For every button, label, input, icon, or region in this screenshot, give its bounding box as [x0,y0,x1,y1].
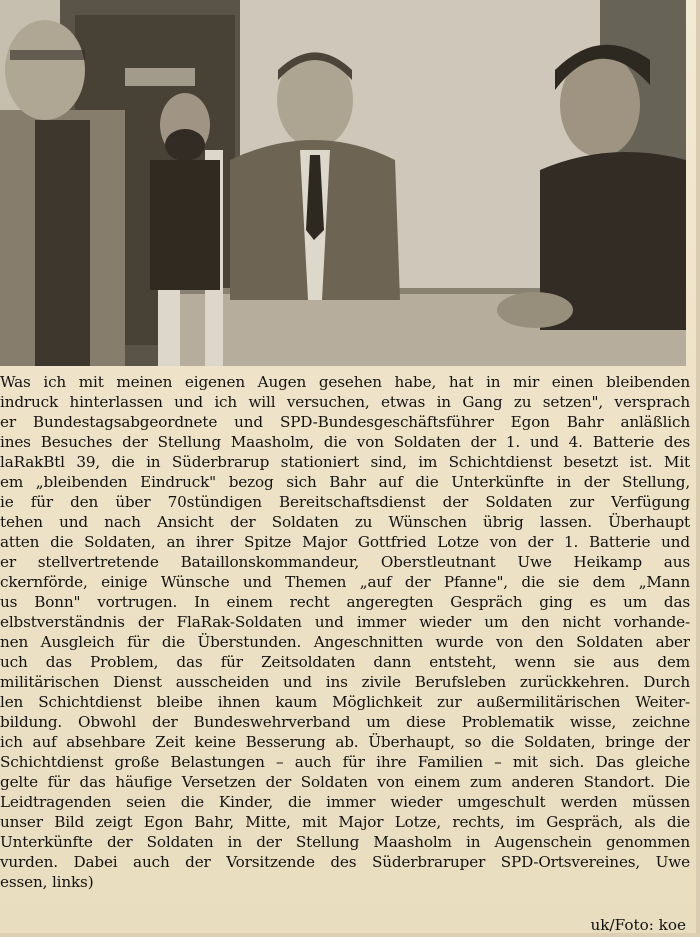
article-line: nen Ausgleich für die Überstunden. Angeschnitten wurde von den Soldaten aber [0,633,690,651]
article-line: uch das Problem, das für Zeitsoldaten dann entsteht, wenn sie aus dem [0,653,690,671]
article-line: ckernförde, einige Wünsche und Themen „auf der Pfanne", die sie dem „Mann [0,573,690,591]
article-line: elbstverständnis der FlaRak-Soldaten und immer wieder um den nicht vorhande- [0,613,690,631]
article-line-last: essen, links) [0,873,94,891]
article-line: unser Bild zeigt Egon Bahr, Mitte, mit Major Lotze, rechts, im Gespräch, als die [0,813,690,831]
article-line: vurden. Dabei auch der Vorsitzende des Süderbraruper SPD-Ortsvereines, Uwe [0,853,690,871]
article-line: gelte für das häufige Versetzen der Soldaten von einem zum anderen Standort. Die [0,773,690,791]
photo-credit: uk/Foto: koe [590,916,686,932]
article-line: atten die Soldaten, an ihrer Spitze Major Gottfried Lotze von der 1. Batterie und [0,533,690,551]
clipping-edge [696,0,700,937]
clipping-edge [0,933,700,937]
article-line: tehen und nach Ansicht der Soldaten zu Wünschen übrig lassen. Überhaupt [0,513,690,531]
article-line: ines Besuches der Stellung Maasholm, die von Soldaten der 1. und 4. Batterie des [0,433,690,451]
article-line: er Bundestagsabgeordnete und SPD-Bundesgeschäftsführer Egon Bahr anläßlich [0,413,690,431]
article-line: Unterkünfte der Soldaten in der Stellung Maasholm in Augenschein genommen [0,833,690,851]
newspaper-photo [0,0,686,366]
article-line: ich auf absehbare Zeit keine Besserung ab. Überhaupt, so die Soldaten, bringe der [0,733,690,751]
article-line: indruck hinterlassen und ich will versuchen, etwas in Gang zu setzen", versprach [0,393,690,411]
article-line: militärischen Dienst ausscheiden und ins zivile Berufsleben zurückkehren. Durch [0,673,690,691]
article-text [0,372,696,932]
article-line: len Schichtdienst bleibe ihnen kaum Möglichkeit zur außermilitärischen Weiter- [0,693,690,711]
article-line: er stellvertretende Bataillonskommandeur, Oberstleutnant Uwe Heikamp aus [0,553,690,571]
article-line: Schichtdienst große Belastungen – auch für ihre Familien – mit sich. Das gleiche [0,753,690,771]
article-line: laRakBtl 39, die in Süderbrarup stationiert sind, im Schichtdienst besetzt ist. Mit [0,453,690,471]
article-line: Was ich mit meinen eigenen Augen gesehen habe, hat in mir einen bleibenden [0,373,690,391]
photo-illustration [0,0,686,366]
article-line: us Bonn" vortrugen. In einem recht angeregten Gespräch ging es um das [0,593,690,611]
article-line: Leidtragenden seien die Kinder, die immer wieder umgeschult werden müssen [0,793,690,811]
article-line: ie für den über 70stündigen Bereitschaftsdienst der Soldaten zur Verfügung [0,493,690,511]
article-line: em „bleibenden Eindruck" bezog sich Bahr auf die Unterkünfte in der Stellung, [0,473,690,491]
article-line: bildung. Obwohl der Bundeswehrverband um diese Problematik wisse, zeichne [0,713,690,731]
